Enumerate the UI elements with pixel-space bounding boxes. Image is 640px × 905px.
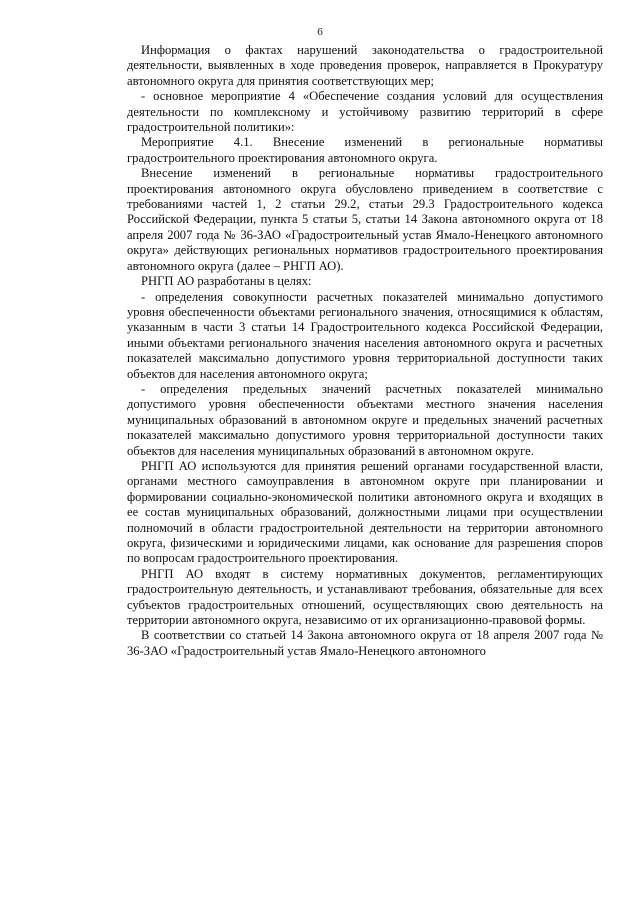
paragraph-purpose-local: - определения предельных значений расчетных показателей минимально допустимого уровня обеспеченности объектами местного значения населения муниципальных образований в автономном округе и предельных значений расчетных показателей максимально допустимого уровня территориальной доступности таких объектов для населения муниципальных образований в автономном округе. bbox=[127, 381, 603, 458]
page-number: 6 bbox=[317, 26, 323, 38]
paragraph-purpose-regional: - определения совокупности расчетных показателей минимально допустимого уровня обеспеченности объектами регионального значения, относящимися к областям, указанным в части 3 статьи 14 Градостроительного кодекса Российской Федерации, иными объектами регионального значения населения автономного округа и расчетных показателей максимально допустимого уровня территориальной доступности таких объектов для населения автономного округа; bbox=[127, 289, 603, 381]
paragraph-rngp-purposes: РНГП АО разработаны в целях: bbox=[141, 274, 312, 289]
paragraph-article-14: В соответствии со статьей 14 Закона автономного округа от 18 апреля 2007 года № 36-ЗАО «Градостроительный устав Ямало-Ненецкого автономного bbox=[127, 628, 603, 658]
paragraph-changes-rationale: Внесение изменений в региональные нормативы градостроительного проектирования автономного округа обусловлено приведением в соответствие с требованиями частей 1, 2 статьи 29.2, статьи 29.3 Градостроительного кодекса Российской Федерации, пункта 5 статьи 5, статьи 14 Закона автономного округа от 18 апреля 2007 года № 36-ЗАО «Градостроительный устав Ямало-Ненецкого автономного округа» действующих региональных нормативов градостроительного проектирования автономного округа (далее – РНГП АО). bbox=[127, 166, 603, 273]
paragraph-violations-info: Информация о фактах нарушений законодательства о градостроительной деятельности, выявленных в ходе проведения проверок, направляется в Прокуратуру автономного округа для принятия соответствующих мер; bbox=[127, 43, 603, 88]
paragraph-main-activity-4: - основное мероприятие 4 «Обеспечение создания условий для осуществления деятельности по комплексному и устойчивому развитию территорий в сфере градостроительной политики»: bbox=[127, 89, 603, 135]
document-body bbox=[127, 43, 603, 659]
paragraph-activity-4-1: Мероприятие 4.1. Внесение изменений в региональные нормативы градостроительного проектирования автономного округа. bbox=[127, 135, 603, 165]
paragraph-rngp-usage: РНГП АО используются для принятия решений органами государственной власти, органами местного самоуправления в автономном округе при планировании и формировании социально-экономической политики автономного округа и входящих в ее состав муниципальных образований, должностными лицами при осуществлении полномочий в области градостроительной деятельности на территории автономного округа, физическими и юридическими лицами, как основание для разрешения споров по вопросам градостроительного проектирования. bbox=[127, 458, 603, 566]
paragraph-rngp-system: РНГП АО входят в систему нормативных документов, регламентирующих градостроительную деятельность, и устанавливают требования, обязательные для всех субъектов градостроительных отношений, осуществляющих свою деятельность на территории автономного округа, независимо от их организационно-правовой формы. bbox=[127, 566, 603, 628]
